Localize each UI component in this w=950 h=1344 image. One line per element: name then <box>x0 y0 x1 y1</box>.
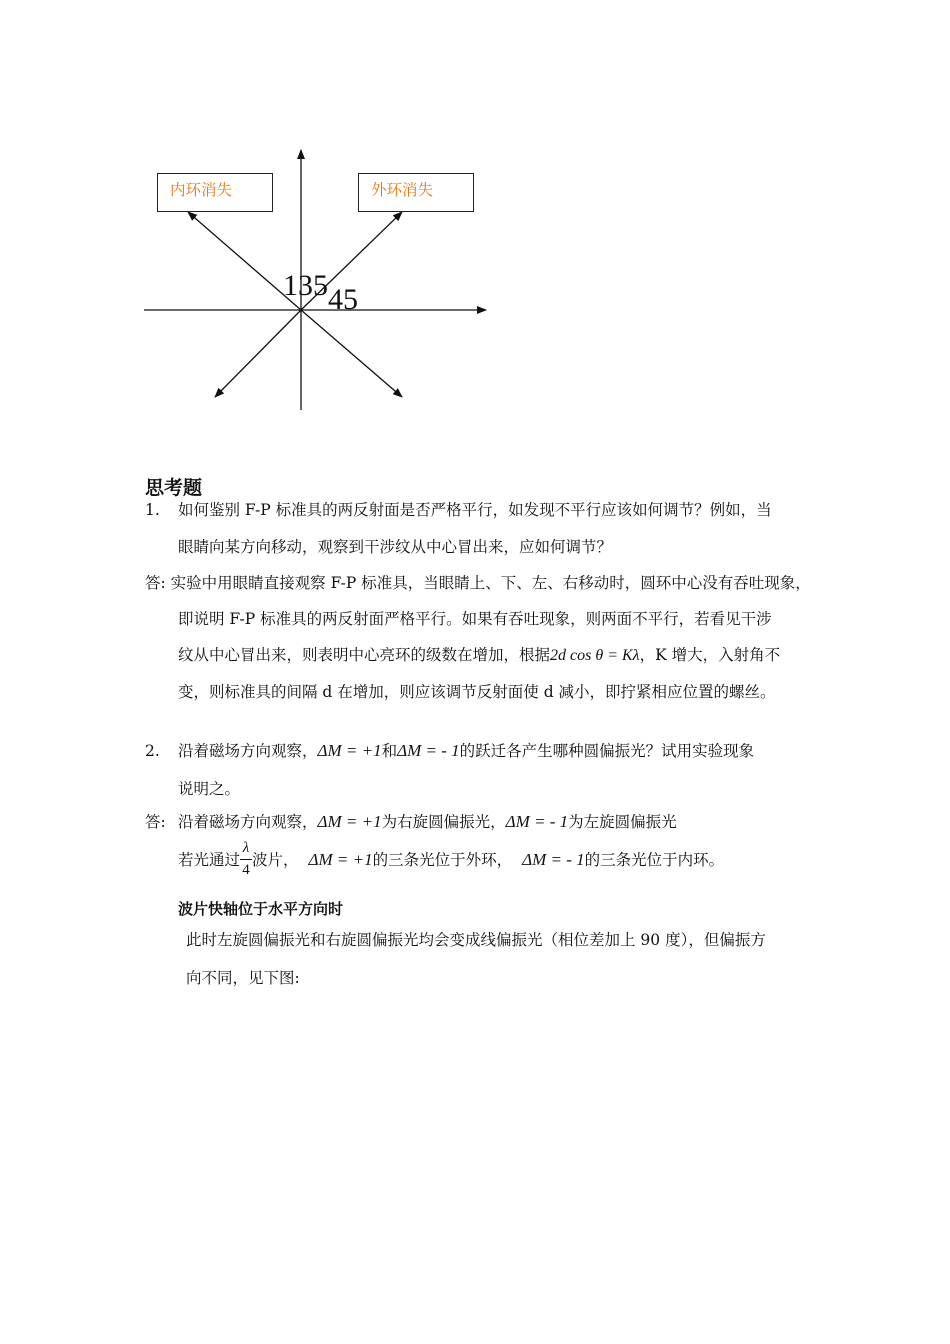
a2-line2-post: 的三条光位于内环。 <box>584 851 725 869</box>
a1-line1: 答: 实验中用眼睛直接观察 F-P 标准具，当眼睛上、下、左、右移动时，圆环中心没有吞吐现象， <box>145 574 811 592</box>
frac-bar <box>240 859 252 860</box>
q1-line2: 眼睛向某方向移动，观察到干涉纹从中心冒出来，应如何调节？ <box>178 538 613 556</box>
q2-line2: 说明之。 <box>178 780 241 798</box>
a2-line2-mid1: 波片， <box>252 851 299 869</box>
para-line1: 此时左旋圆偏振光和右旋圆偏振光均会变成线偏振光（相位差加上 90 度），但偏振方 <box>186 931 766 949</box>
a2-line2-pre: 若光通过 <box>178 851 241 869</box>
a1-line3-post: ，K 增大，入射角不 <box>639 646 781 664</box>
q1-line1: 如何鉴别 F-P 标准具的两反射面是否严格平行，如发现不平行应该如何调节？例如，当 <box>178 501 772 519</box>
fraction-lambda-over-4 <box>240 840 252 880</box>
q1-number: 1. <box>145 501 160 519</box>
q2-line1-pre: 沿着磁场方向观察， <box>178 742 318 760</box>
subsection-title: 波片快轴位于水平方向时 <box>178 900 344 918</box>
formula-2dcos-theta: 2d cos θ = Kλ <box>550 647 640 664</box>
a2-line1-pre: 沿着磁场方向观察， <box>178 813 318 831</box>
formula-dm-plus-3: ΔM = +1 <box>308 850 373 869</box>
para-line2: 向不同，见下图: <box>186 969 300 987</box>
frac-numerator: λ <box>242 840 250 856</box>
arrow-lower-left <box>215 310 301 397</box>
a2-line1 <box>178 812 677 832</box>
angle-45: 45 <box>328 283 358 316</box>
section-title: 思考题 <box>145 477 203 499</box>
polarization-diagram <box>140 140 500 420</box>
formula-dm-minus: ΔM = - 1 <box>397 741 460 760</box>
q2-line1-mid: 和 <box>381 742 398 760</box>
arrow-lower-right <box>301 310 402 397</box>
a1-line3-pre: 纹从中心冒出来，则表明中心亮环的级数在增加，根据 <box>178 646 551 664</box>
a2-prefix: 答: <box>145 813 166 831</box>
formula-dm-plus-2: ΔM = +1 <box>317 812 382 831</box>
a1-line3 <box>178 645 780 666</box>
label-inner-ring-vanish: 内环消失 <box>157 173 273 212</box>
frac-denominator: 4 <box>242 862 250 878</box>
a1-line4: 变，则标准具的间隔 d 在增加，则应该调节反射面使 d 减小，即拧紧相应位置的螺丝。 <box>178 683 776 701</box>
angle-135: 135 <box>283 269 328 302</box>
q2-line1 <box>178 741 754 761</box>
q2-line1-post: 的跃迁各产生哪种圆偏振光？试用实验现象 <box>459 742 755 760</box>
a2-line2 <box>178 840 724 880</box>
formula-dm-minus-2: ΔM = - 1 <box>505 812 569 831</box>
a1-line2: 即说明 F-P 标准具的两反射面严格平行。如果有吞吐现象，则两面不平行，若看见干涉 <box>178 610 772 628</box>
q2-number: 2. <box>145 742 160 760</box>
formula-dm-plus: ΔM = +1 <box>317 741 382 760</box>
label-outer-ring-vanish: 外环消失 <box>358 173 474 212</box>
formula-dm-minus-3: ΔM = - 1 <box>522 850 585 869</box>
a2-line2-mid2: 的三条光位于外环， <box>372 851 513 869</box>
a2-line1-post: 为左旋圆偏振光 <box>568 813 677 831</box>
a2-line1-mid: 为右旋圆偏振光， <box>381 813 506 831</box>
